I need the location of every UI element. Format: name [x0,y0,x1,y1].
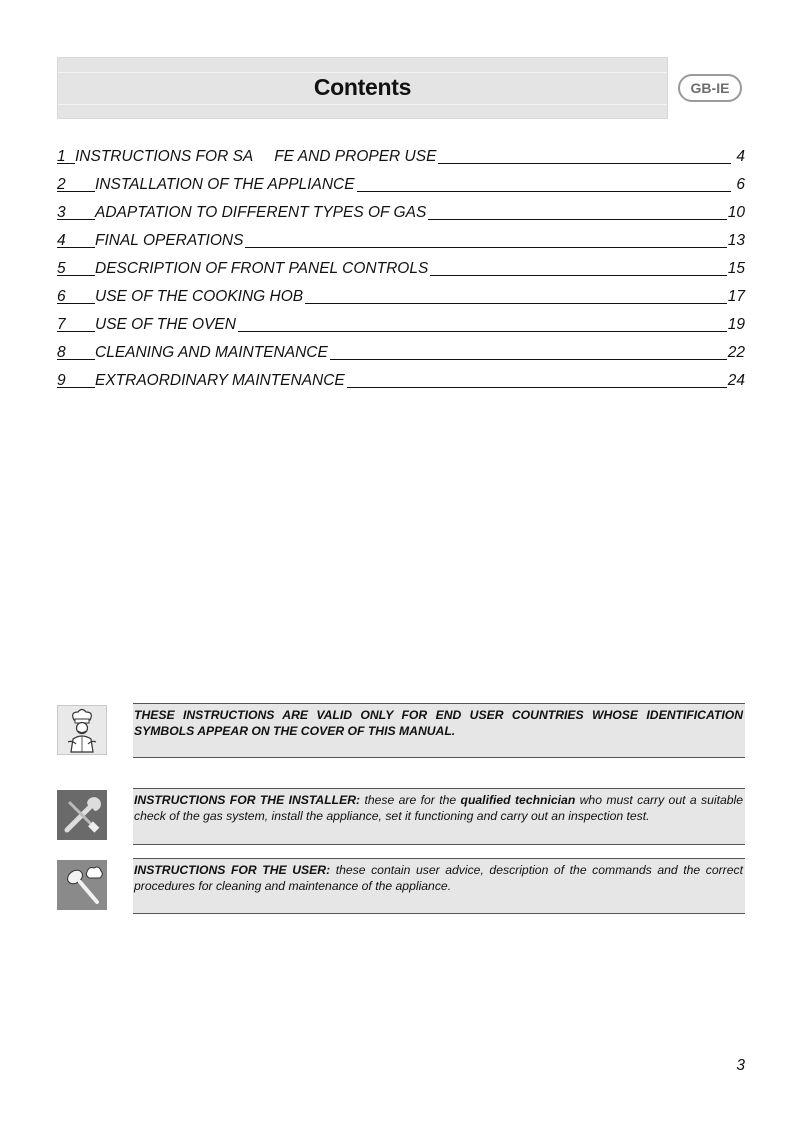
toc-page: 24 [727,372,745,389]
toc-item[interactable] [57,372,745,400]
toc-page: 17 [727,288,745,305]
installer-label: INSTRUCTIONS FOR THE INSTALLER: [134,793,361,807]
toc-page: 15 [727,260,745,277]
toc-number: 7 [57,316,66,333]
toc-page: 22 [727,344,745,361]
validity-note [133,703,745,758]
toc-number: 6 [57,288,66,305]
toc-item[interactable] [57,204,745,232]
installer-text-start: these are for the [360,793,461,807]
page-title: Contents [313,74,412,100]
toc-number: 3 [57,204,66,221]
toc-number: 2 [57,176,66,193]
toc-number: 1 [57,148,66,165]
toc-title: EXTRAORDINARY MAINTENANCE [95,372,345,389]
toc-page: 4 [736,148,745,165]
toc-item[interactable] [57,288,745,316]
toc-title: FINAL OPERATIONS [95,232,244,249]
page-number: 3 [736,1057,745,1074]
user-note [133,858,745,914]
toc-item[interactable] [57,232,745,260]
chef-icon [57,705,107,755]
toc-page: 13 [727,232,745,249]
validity-text: THESE INSTRUCTIONS ARE VALID ONLY FOR END USER COUNTRIES WHOSE IDENTIFICATION SYMBOLS APPEAR ON THE COVER OF THIS MANUAL. [134,708,743,738]
toc-title: CLEANING AND MAINTENANCE [95,344,328,361]
toc-page: 6 [736,176,745,193]
toc-title: INSTRUCTIONS FOR SA FE AND PROPER USE [75,148,437,165]
toc-number: 5 [57,260,66,277]
installer-text-end: who must carry out a suitable check of the gas system, install the appliance, set it functioning and carry out an inspection test. [134,793,743,823]
toc-title: DESCRIPTION OF FRONT PANEL CONTROLS [95,260,429,277]
toc-number: 9 [57,372,66,389]
toc-title: USE OF THE COOKING HOB [95,288,304,305]
toc-title: ADAPTATION TO DIFFERENT TYPES OF GAS [95,204,427,221]
toc-item[interactable] [57,148,745,176]
installer-note [133,788,745,845]
toc-title: USE OF THE OVEN [95,316,236,333]
toc-item[interactable] [57,344,745,372]
wrench-screwdriver-icon [57,790,107,840]
toc-page: 10 [727,204,745,221]
toc-number: 4 [57,232,66,249]
installer-emphasis: qualified technician [460,793,576,807]
spoon-chef-hat-icon [57,860,107,910]
toc-title: INSTALLATION OF THE APPLIANCE [95,176,355,193]
table-of-contents [57,148,745,400]
toc-number: 8 [57,344,66,361]
language-badge: GB-IE [678,74,742,102]
user-text: these contain user advice, description of the commands and the correct procedures for cleaning and maintenance of the appliance. [134,863,743,893]
user-label: INSTRUCTIONS FOR THE USER: [134,863,331,877]
header-bar [57,57,668,119]
toc-item[interactable] [57,260,745,288]
toc-page: 19 [727,316,745,333]
toc-item[interactable] [57,316,745,344]
toc-item[interactable] [57,176,745,204]
